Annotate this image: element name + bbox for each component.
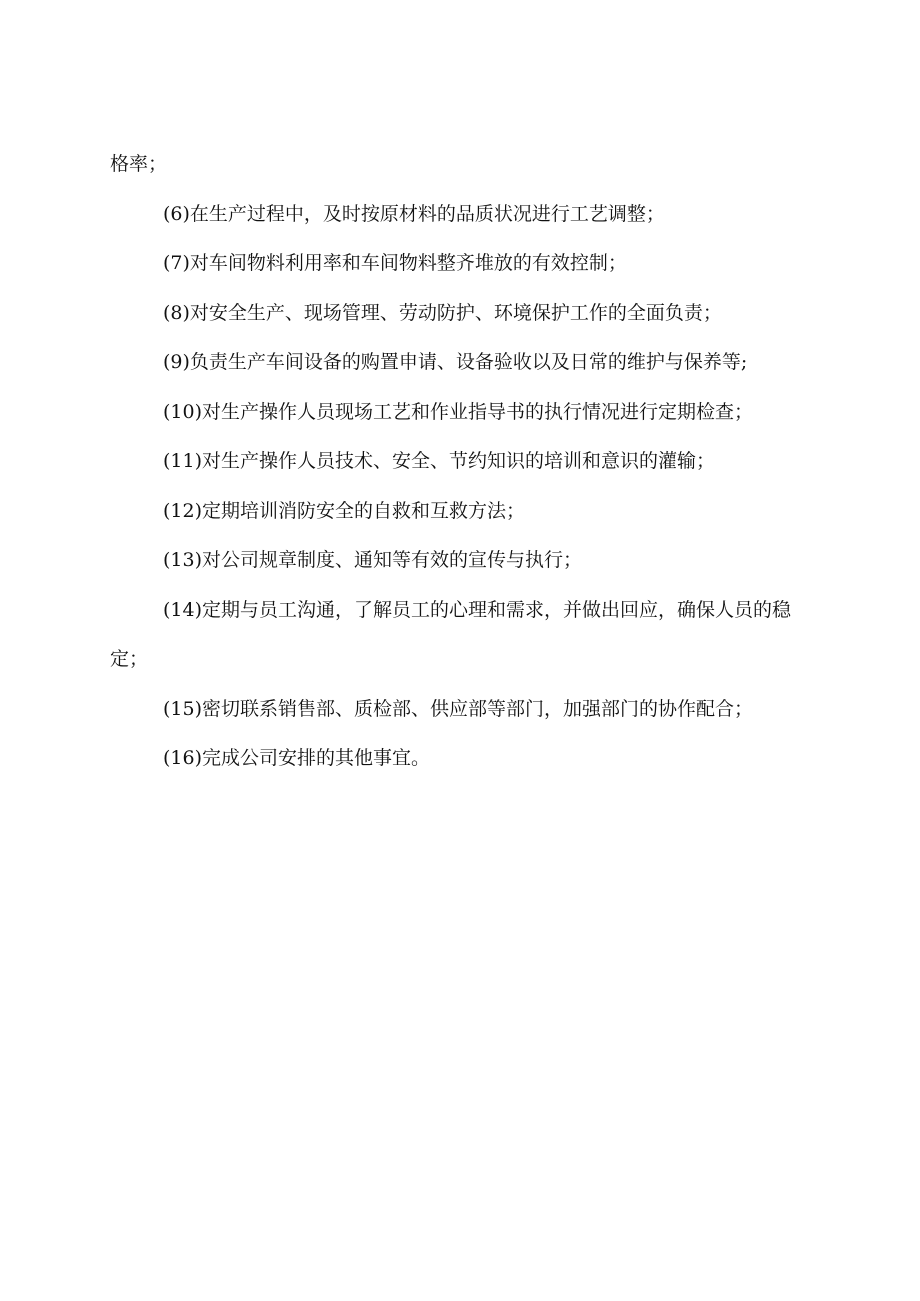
list-item-16: (16)完成公司安排的其他事宜。 [163, 747, 431, 769]
list-item-12: (12)定期培训消防安全的自救和互救方法； [163, 499, 526, 522]
list-item-6: (6)在生产过程中，及时按原材料的品质状况进行工艺调整； [163, 202, 665, 225]
list-item-11: (11)对生产操作人员技术、安全、节约知识的培训和意识的灌输； [163, 450, 716, 472]
list-item-15: (15)密切联系销售部、质检部、供应部等部门，加强部门的协作配合； [163, 697, 754, 720]
list-item-9: (9)负责生产车间设备的购置申请、设备验收以及日常的维护与保养等; [163, 351, 748, 373]
list-item-7: (7)对车间物料利用率和车间物料整齐堆放的有效控制； [163, 252, 627, 274]
list-item-10: (10)对生产操作人员现场工艺和作业指导书的执行情况进行定期检查； [163, 400, 754, 423]
list-item-14: (14)定期与员工沟通，了解员工的心理和需求，并做出回应，确保人员的稳定； [110, 598, 792, 670]
list-item-13: (13)对公司规章制度、通知等有效的宣传与执行； [163, 549, 583, 571]
document-body [110, 140, 820, 784]
list-item-8: (8)对安全生产、现场管理、劳动防护、环境保护工作的全面负责； [163, 301, 722, 324]
paragraph-continuation: 格率； [110, 153, 168, 175]
